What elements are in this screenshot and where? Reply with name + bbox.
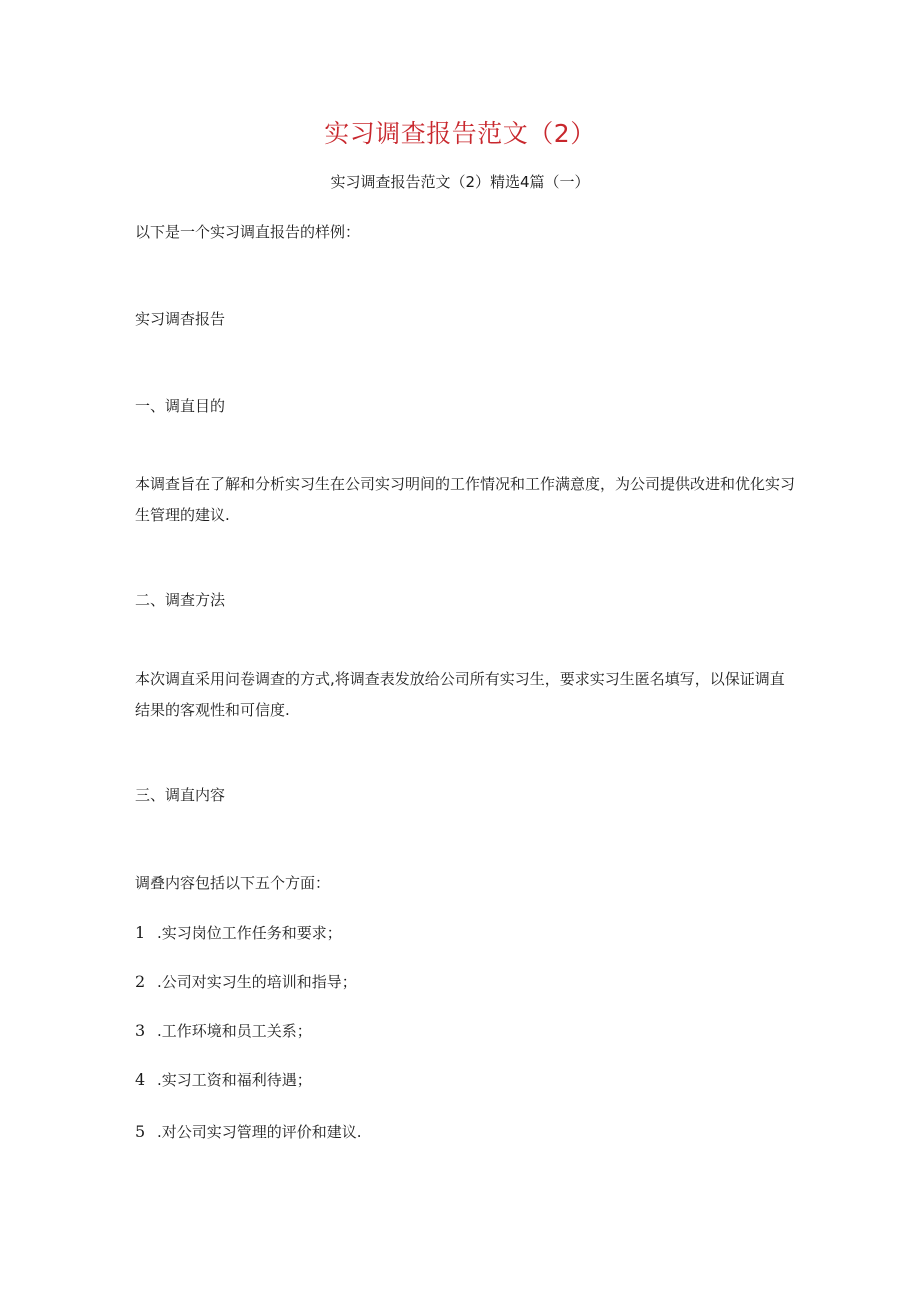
section2-heading: 二、调查方法 [135,591,226,609]
section3-heading: 三、调直内容 [135,786,226,804]
list-item [135,1020,795,1042]
list-item-text: .实习工资和福利待遇； [157,1071,312,1089]
section1-heading: 一、调直目的 [135,397,226,415]
list-item [135,922,795,944]
document-subtitle: 实习调查报告范文（2）精选4篇（一） [330,173,590,191]
section2-body: 本次调直采用问卷调查的方式,将调查表发放给公司所有实习生，要求实习生匿名填写，以保证调直结果的客观性和可信度. [135,670,785,719]
list-item-number: 5 [135,1122,146,1141]
report-heading: 实习调杳报告 [135,310,226,328]
list-item-text: .公司对实习生的培训和指导； [157,973,357,991]
list-item [135,971,795,993]
intro-paragraph: 以下是一个实习调直报告的样例： [135,223,361,241]
document-title: 实习调查报告范文（2） [324,119,596,148]
list-item-number: 3 [135,1021,146,1040]
list-item [135,1121,795,1143]
list-item-text: .对公司实习管理的评价和建议. [157,1123,362,1141]
list-item-text: .实习岗位工作任务和要求； [157,924,342,942]
section3-intro: 调叠内容包括以下五个方面： [135,874,331,892]
list-item-number: 4 [135,1070,146,1089]
list-item [135,1069,795,1091]
list-item-number: 1 [135,923,146,942]
list-item-text: .工作环境和员工关系； [157,1022,312,1040]
list-item-number: 2 [135,972,146,991]
section1-body: 本调查旨在了解和分析实习生在公司实习明间的工作情况和工作满意度，为公司提供改进和优化实习生管理的建议. [135,475,796,524]
